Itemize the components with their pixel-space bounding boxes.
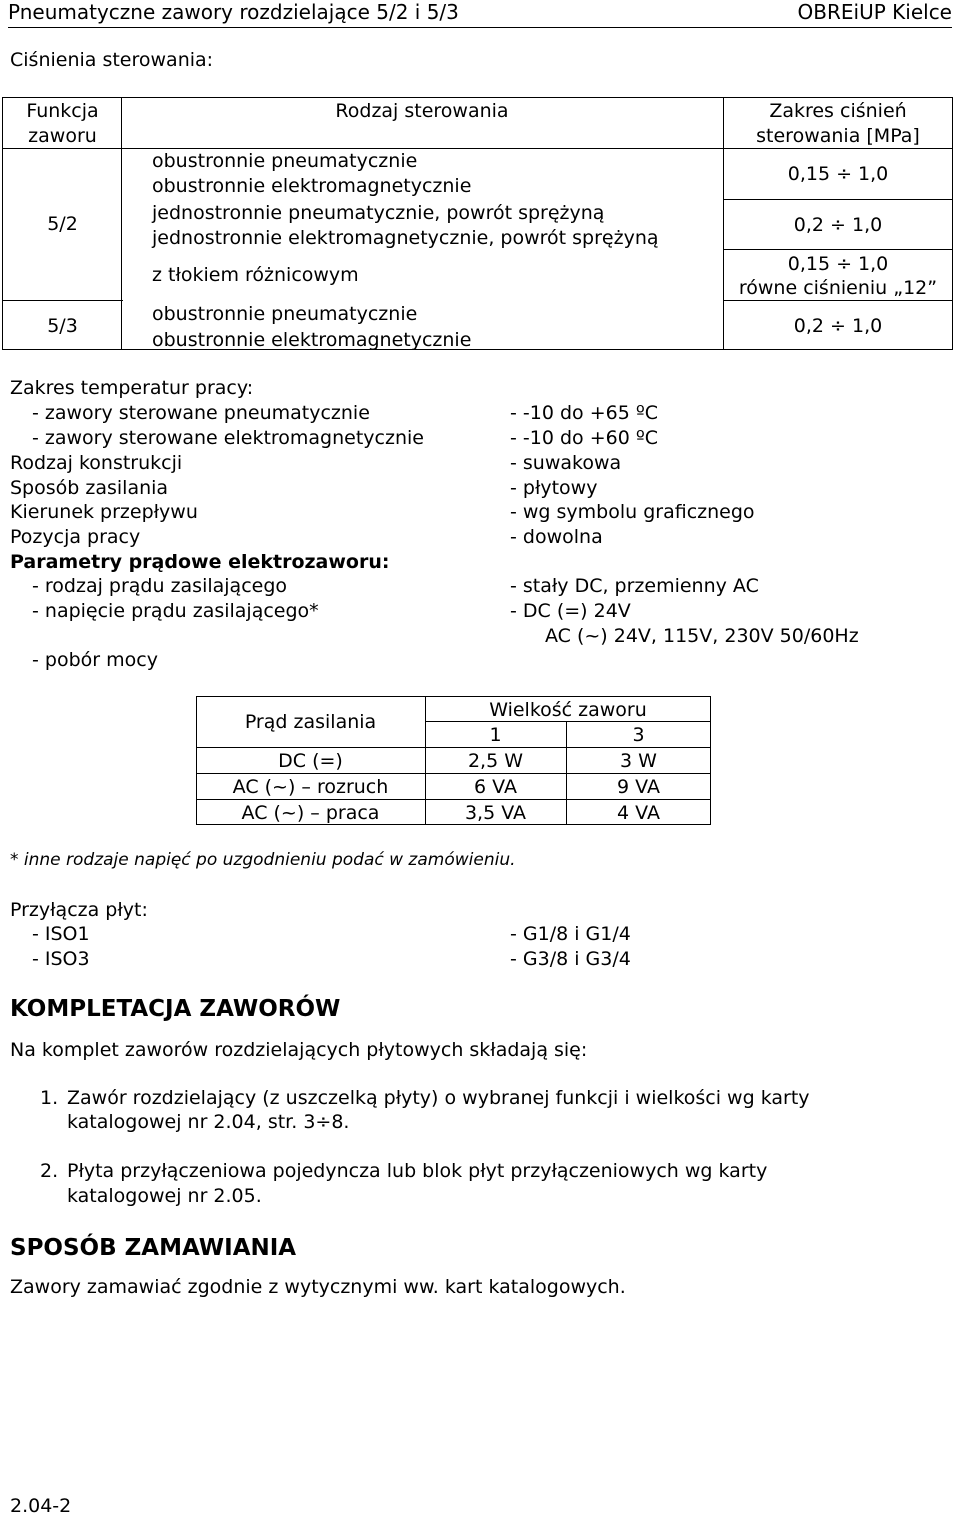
section-title-pressure: Ciśnienia sterowania: (10, 49, 214, 71)
spec-label: - zawory sterowane elektromagnetycznie (32, 427, 424, 449)
kit-item-number: 1. (40, 1087, 59, 1109)
size-3: 3 (632, 724, 645, 746)
ports-title: Przyłącza płyt: (10, 899, 148, 921)
control-type: obustronnie pneumatycznie (152, 150, 418, 172)
temperature-title: Zakres temperatur pracy: (10, 377, 254, 399)
kit-item-text: Płyta przyłączeniowa pojedyncza lub blok płyt przyłączeniowych wg karty (67, 1160, 768, 1182)
table-divider (2, 300, 123, 301)
supply-header: Prąd zasilania (244, 711, 377, 733)
control-type: jednostronnie elektromagnetycznie, powrót sprężyną (152, 227, 659, 249)
control-type: jednostronnie pneumatycznie, powrót sprężyną (152, 202, 605, 224)
pressure-range: 0,2 ÷ 1,0 (793, 315, 883, 337)
spec-label: - napięcie prądu zasilającego* (32, 600, 319, 622)
header-range-2: sterowania [MPa] (756, 125, 920, 147)
supply-type: AC (~) – rozruch (232, 776, 389, 798)
page-number: 2.04-2 (10, 1495, 72, 1517)
size-header: Wielkość zaworu (489, 699, 647, 721)
port-label: - ISO1 (32, 923, 90, 945)
function-5-2: 5/2 (47, 213, 78, 235)
port-value: - G1/8 i G1/4 (510, 923, 631, 945)
supply-type: AC (~) – praca (241, 802, 380, 824)
power-value: 4 VA (617, 802, 660, 824)
size-1: 1 (489, 724, 502, 746)
control-type: z tłokiem różnicowym (152, 264, 359, 286)
spec-value: - suwakowa (510, 452, 622, 474)
table-divider (196, 747, 711, 748)
voltage-ac: AC (~) 24V, 115V, 230V 50/60Hz (545, 625, 859, 647)
power-value: 2,5 W (467, 750, 524, 772)
kit-item-text: katalogowej nr 2.04, str. 3÷8. (67, 1111, 350, 1133)
spec-label: - zawory sterowane pneumatycznie (32, 402, 370, 424)
spec-label: Kierunek przepływu (10, 501, 198, 523)
header-control-type: Rodzaj sterowania (335, 100, 509, 122)
header-function-1: Funkcja (26, 100, 99, 122)
control-type: obustronnie pneumatycznie (152, 303, 418, 325)
footnote: * inne rodzaje napięć po uzgodnieniu podać w zamówieniu. (10, 850, 516, 870)
pressure-range: 0,15 ÷ 1,0 (787, 253, 889, 275)
kit-item-number: 2. (40, 1160, 59, 1182)
electric-params-title: Parametry prądowe elektrozaworu: (10, 551, 390, 573)
spec-value: - -10 do +60 ºC (510, 427, 659, 449)
spec-label: - pobór mocy (32, 649, 158, 671)
power-value: 3,5 VA (464, 802, 527, 824)
pressure-range: 0,15 ÷ 1,0 (787, 163, 889, 185)
pressure-range-note: równe ciśnieniu „12” (738, 277, 938, 299)
port-label: - ISO3 (32, 948, 90, 970)
kit-intro: Na komplet zaworów rozdzielających płytowych składają się: (10, 1039, 588, 1061)
power-value: 3 W (620, 750, 657, 772)
kit-item-text: Zawór rozdzielający (z uszczelką płyty) o wybranej funkcji i wielkości wg karty (67, 1087, 810, 1109)
table-divider (425, 721, 711, 722)
table-divider (196, 773, 711, 774)
order-heading: SPOSÓB ZAMAWIANIA (10, 1235, 297, 1261)
function-5-3: 5/3 (47, 315, 78, 337)
spec-label: Rodzaj konstrukcji (10, 452, 183, 474)
control-type: obustronnie elektromagnetycznie (152, 329, 472, 351)
spec-value: - dowolna (510, 526, 603, 548)
spec-label: - rodzaj prądu zasilającego (32, 575, 288, 597)
organization-name: OBREiUP Kielce (797, 0, 952, 24)
header-function-2: zaworu (28, 125, 97, 147)
document-title: Pneumatyczne zawory rozdzielające 5/2 i 5/3 (8, 0, 459, 24)
table-divider (723, 300, 953, 301)
spec-label: Sposób zasilania (10, 477, 169, 499)
spec-label: Pozycja pracy (10, 526, 141, 548)
spec-value: - płytowy (510, 477, 598, 499)
port-value: - G3/8 i G3/4 (510, 948, 631, 970)
header-rule (8, 27, 952, 28)
header-range-1: Zakres ciśnień (769, 100, 907, 122)
table-divider (723, 199, 953, 200)
spec-value: - stały DC, przemienny AC (510, 575, 759, 597)
power-value: 6 VA (474, 776, 517, 798)
spec-value: - -10 do +65 ºC (510, 402, 659, 424)
table-divider (196, 799, 711, 800)
order-text: Zawory zamawiać zgodnie z wytycznymi ww. kart katalogowych. (10, 1276, 626, 1298)
supply-type: DC (=) (278, 750, 343, 772)
table-divider (723, 249, 953, 250)
kit-item-text: katalogowej nr 2.05. (67, 1185, 262, 1207)
kit-heading: KOMPLETACJA ZAWORÓW (10, 996, 341, 1022)
table-divider (2, 148, 953, 149)
spec-value: - wg symbolu graficznego (510, 501, 755, 523)
power-value: 9 VA (617, 776, 660, 798)
pressure-range: 0,2 ÷ 1,0 (793, 214, 883, 236)
control-type: obustronnie elektromagnetycznie (152, 175, 472, 197)
spec-value: - DC (=) 24V (510, 600, 631, 622)
